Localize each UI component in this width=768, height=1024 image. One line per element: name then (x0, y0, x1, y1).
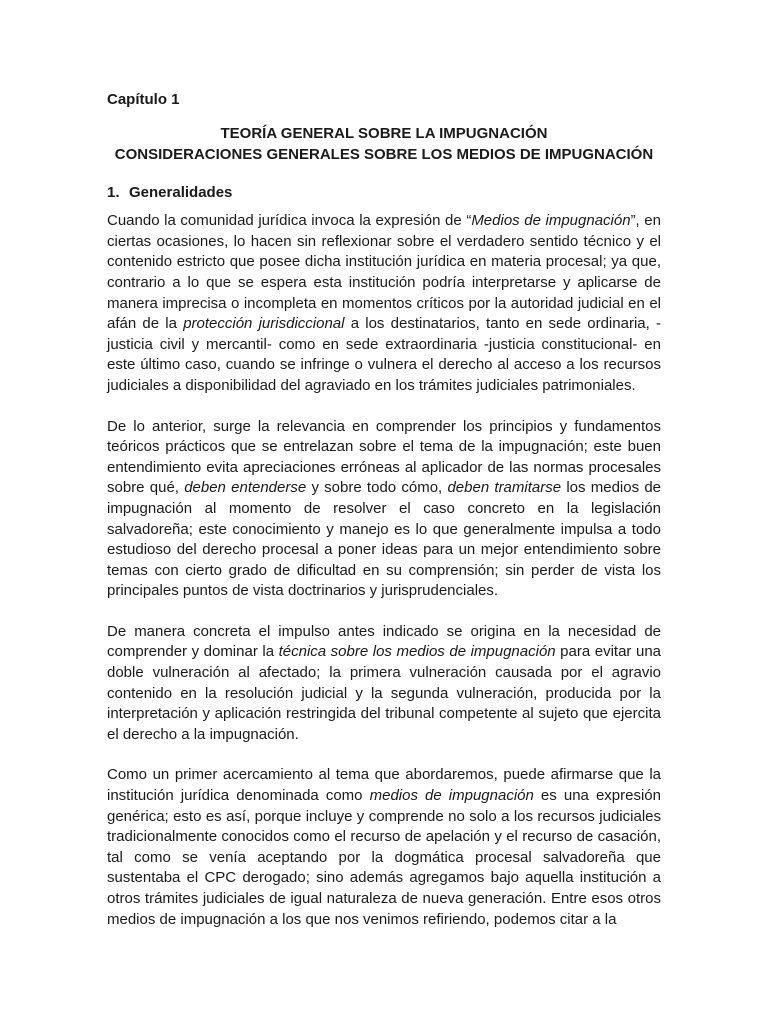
text-run: De manera concreta el impulso antes indicado se origina en la necesidad de comprender y dominar la (107, 622, 661, 661)
document-page (107, 90, 661, 930)
italic-run: medios de impugnación (369, 787, 534, 805)
italic-run: Medios de impugnación (471, 212, 631, 230)
document-title (107, 123, 661, 165)
paragraph-1 (107, 211, 661, 396)
text-run: Cuando la comunidad jurídica invoca la expresión de “ (107, 212, 472, 230)
text-run: De lo anterior, surge la relevancia en comprender los principios y fundamentos teóricos prácticos que se entrelazan sobre el tema de la impugnación; este buen entendimiento evita apreciaciones erróneas al aplicador de las normas procesales sobre qué, (107, 417, 661, 497)
section-title: Generalidades (129, 183, 233, 201)
italic-run: deben tramitarse (447, 479, 562, 497)
chapter-heading: Capítulo 1 (107, 91, 180, 108)
paragraph-4 (107, 765, 661, 930)
text-run: a los destinatarios, tanto en sede ordinaria, -justicia civil y mercantil- como en sede extraordinaria -justicia constitucional- en este último caso, cuando se infringe o vulnera el derecho al acceso a los recursos judiciales a disponibilidad del agraviado en los trámites judiciales patrimoniales. (107, 315, 661, 394)
title-line-1: TEORÍA GENERAL SOBRE LA IMPUGNACIÓN (220, 124, 548, 142)
text-run: y sobre todo cómo, (306, 479, 448, 497)
text-run: los medios de impugnación al momento de resolver el caso concreto en la legislación salvadoreña; este conocimiento y manejo es lo que generalmente impulsa a todo estudioso del derecho procesal a poner ideas para un mejor entendimiento sobre temas con cierto grado de dificultad en su comprensión; sin perder de vista los principales puntos de vista doctrinarios y jurisprudenciales. (107, 479, 662, 600)
title-line-2: CONSIDERACIONES GENERALES SOBRE LOS MEDIOS DE IMPUGNACIÓN (114, 145, 654, 163)
text-run: Como un primer acercamiento al tema que abordaremos, puede afirmarse que la institución jurídica denominada como (107, 766, 661, 805)
text-run: para evitar una doble vulneración al afectado; la primera vulneración causada por el agravio contenido en la resolución judicial y la segunda vulneración, producida por la interpretación y aplicación restringida del tribunal competente al sujeto que ejercita el derecho a la impugnación. (107, 643, 662, 743)
text-run: es una expresión genérica; esto es así, porque incluye y comprende no solo a los recursos judiciales tradicionalmente conocidos como el recurso de apelación y el recurso de casación, tal como se venía aceptando por la dogmática procesal salvadoreña que sustentaba el CPC derogado; sino además agregamos bajo aquella institución a otros trámites judiciales de igual naturaleza de nueva generación. Entre esos otros medios de impugnación a los que nos venimos refiriendo, podemos citar a la (107, 787, 661, 928)
paragraph-2 (107, 417, 661, 602)
italic-run: deben entenderse (184, 479, 307, 497)
section-heading (107, 183, 661, 204)
section-number: 1. (107, 183, 120, 201)
text-run: ”, en ciertas ocasiones, lo hacen sin reflexionar sobre el verdadero sentido técnico y el contenido estricto que posee dicha institución jurídica en materia procesal; ya que, contrario a lo que se espera esta institución podría interpretarse y aplicarse de manera imprecisa o incompleta en momentos críticos por la autoridad judicial en el afán de la (107, 212, 661, 333)
italic-run: protección jurisdiccional (183, 315, 345, 333)
paragraph-3 (107, 622, 661, 746)
italic-run: técnica sobre los medios de impugnación (278, 643, 556, 661)
